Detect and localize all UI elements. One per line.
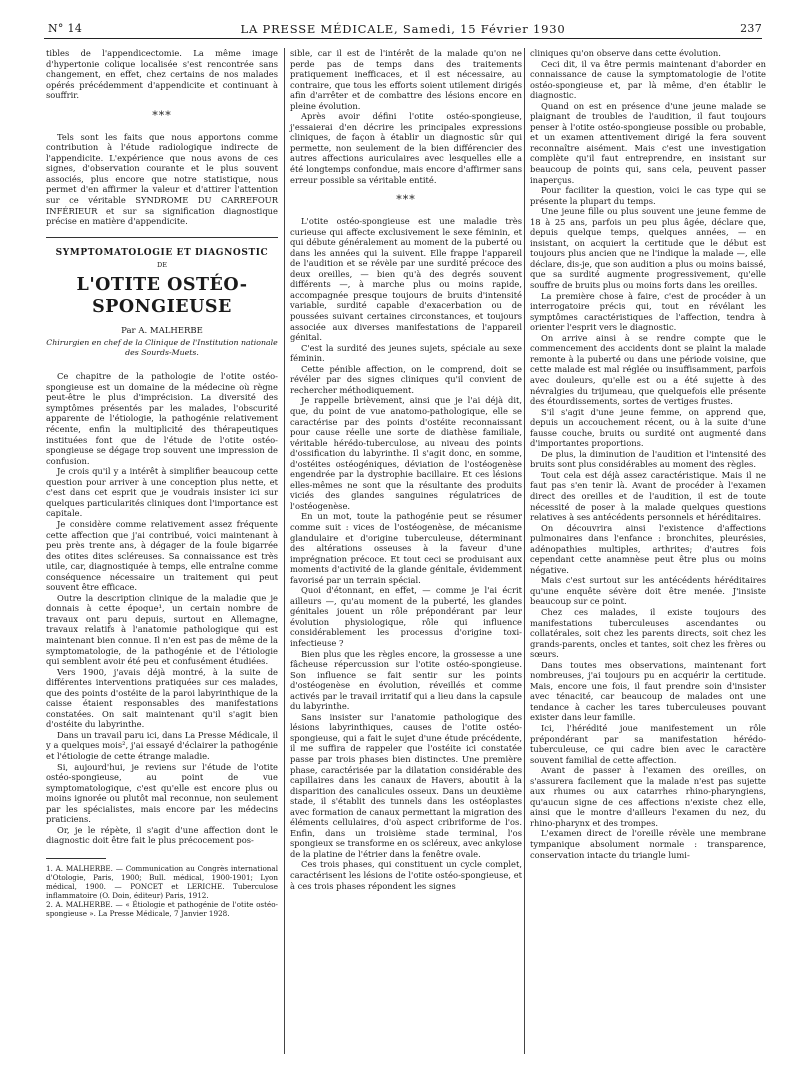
paragraph: Cette pénible affection, on le comprend, doit se révéler par des signes cliniques qu'il convient de rechercher méthodiquement. [290,363,522,395]
paragraph: S'il s'agit d'une jeune femme, on apprend que, depuis un accouchement récent, ou à la suite d'une fausse couche, bruits ou surdité ont augmenté dans d'importantes proportions. [530,406,766,449]
paragraph: Une jeune fille ou plus souvent une jeune femme de 18 à 25 ans, parfois un peu plus âgée, déclare que, depuis quelque temps, quelques années, — en insistant, on acquiert la certitude que le début est toujours plus ancien que ne l'indique la malade —, elle déclare, dis-je, que son audition a plus ou moins baissé, que sa surdité augmente progressivement, qu'elle souffre de bruits plus ou moins forts dans les oreilles. [530,206,766,291]
column-divider-1 [284,48,285,1054]
article-affiliation: Chirurgien en chef de la Clinique de l'Institution nationale des Sourds-Muets. [46,338,278,357]
paragraph: On arrive ainsi à se rendre compte que le commencement des accidents dont se plaint la malade remonte à la puberté ou dans une période voisine, que cette malade est mal réglée ou insuffisamment, parfois avec douleurs, qu'elle est ou a été sujette à des névralgies du trijumeau, que quelquefois elle présente des étourdissements, sortes de vertiges frustes. [530,332,766,407]
article-author: Par A. MALHERBE [121,325,203,336]
paragraph: Ici, l'hérédité joue manifestement un rôle prépondérant par sa manifestation hérédo-tuberculeuse, ce qui cadre bien avec le caractère souvent familial de cette affection. [530,723,766,765]
paragraph: Outre la description clinique de la maladie que je donnais à cette époque¹, un certain nombre de travaux ont paru depuis, surtout en Allemagne, travaux relatifs à l'anatomie pathologique qui est maintenant bien connue. Il n'en est pas de même de la symptomatologie, de la pathogénie et de l'étiologie qui semblent avoir été peu et confusément étudiées. [46,592,278,667]
article-title: L'OTITE OSTÉO-SPONGIEUSE [76,274,248,317]
paragraph: Je rappelle brièvement, ainsi que je l'ai déjà dit, que, du point de vue anatomo-pathologique, elle se caractérise par des points d'ostéite reconnaissant pour cause réelle une sorte de diathèse familiale, véritable hérédo-tuberculose, au niveau des points d'ossification du labyrinthe. Il s'agit donc, en somme, d'ostéites ostéogéniques, déviation de l'ostéogenèse engendrée par la dystrophie bacillaire. Et ces lésions elles-mêmes ne sont que la résultante des produits viciés des glandes sanguines régulatrices de l'ostéogenèse. [290,395,522,511]
paragraph: Si, aujourd'hui, je reviens sur l'étude de l'otite ostéo-spongieuse, au point de vue symptomatologique, c'est qu'elle est encore plus ou moins ignorée ou plutôt mal reconnue, non seulement par les spécialistes, mais encore par les médecins praticiens. [46,761,278,825]
column-1 [46,48,278,918]
journal-title: LA PRESSE MÉDICALE, Samedi, 15 Février 1930 [240,22,566,36]
issue-number: N° 14 [48,22,83,35]
paragraph: Or, je le répète, il s'agit d'une affection dont le diagnostic doit être fait le plus précocement pos- [46,824,278,846]
paragraph: Avant de passer à l'examen des oreilles, on s'assurera facilement que la malade n'est pas sujette aux rhumes ou aux catarrhes rhino-pharyngiens, qu'aucun signe de ces affections n'existe chez elle, ainsi que le montre d'ailleurs l'examen du nez, du rhino-pharynx et des trompes. [530,765,766,828]
footnote: 2. A. MALHERBE. — « Étiologie et pathogénie de l'otite ostéo-spongieuse ». La Presse Médicale, 7 Janvier 1928. [46,899,278,918]
paragraph: Dans un travail paru ici, dans La Presse Médicale, il y a quelques mois², j'ai essayé d'éclairer la pathogénie et l'étiologie de cette étrange maladie. [46,729,278,761]
paragraph: sible, car il est de l'intérêt de la malade qu'on ne perde pas de temps dans des traitements pratiquement inefficaces, et il est nécessaire, au contraire, que tous les efforts soient utilement dirigés afin d'arrêter et de combattre des lésions encore en pleine évolution. [290,48,522,111]
paragraph: Sans insister sur l'anatomie pathologique des lésions labyrinthiques, causes de l'otite ostéo-spongieuse, qui a fait le sujet d'une étude précédente, il me suffira de rappeler que l'ostéite ici constatée passe par trois phases bien distinctes. Une première phase, caractérisée par la dilatation considérable des capillaires dans les canaux de Havers, aboutit à la disparition des canalicules osseux. Dans un deuxième stade, il s'établit des tunnels dans les ostéoplastes avec formation de canaux permettant la migration des éléments cellulaires, d'où aspect cribriforme de l'os. Enfin, dans un troisième stade terminal, l'os spongieux se transforme en os scléreux, avec ankylose de la platine de l'étrier dans la fenêtre ovale. [290,711,522,859]
paragraph: On découvrira ainsi l'existence d'affections pulmonaires dans l'enfance : bronchites, pleurésies, adénopathies multiples, arthrites; d'autres fois cependant cette anamnèse peut être plus ou moins négative. [530,522,766,575]
paragraph: Ceci dit, il va être permis maintenant d'aborder en connaissance de cause la symptomatologie de l'otite ostéo-spongieuse et, par là même, d'en établir le diagnostic. [530,58,766,101]
article-de: DE [157,261,167,270]
paragraph: Chez ces malades, il existe toujours des manifestations tuberculeuses ascendantes ou collatérales, soit chez les parents directs, soit chez les grands-parents, oncles et tantes, soit chez les frères ou sœurs. [530,606,766,660]
paragraph: Dans toutes mes observations, maintenant fort nombreuses, j'ai toujours pu en acquérir la certitude. Mais, encore une fois, il faut prendre soin d'insister avec ténacité, car beaucoup de malades ont une tendance à cacher les tares tuberculeuses pouvant exister dans leur famille. [530,659,766,723]
paragraph: Ce chapitre de la pathologie de l'otite ostéo-spongieuse est un domaine de la médecine où règne peut-être le plus d'imprécision. La diversité des symptômes présentés par les malades, l'obscurité apparente de l'étiologie, la pathogénie relativement récente, enfin la multiplicité des thérapeutiques instituées font que de l'étude de l'otite ostéo-spongieuse se dégage trop souvent une impression de confusion. [46,371,278,466]
paragraph: Mais c'est surtout sur les antécédents héréditaires qu'une enquête sévère doit être menée. J'insiste beaucoup sur ce point. [530,575,766,607]
paragraph: tibles de l'appendicectomie. La même image d'hypertonie colique localisée s'est rencontrée sans changement, en effet, chez certains de nos malades opérés précédemment d'appendicite et continuant à souffrir. [46,48,278,101]
paragraph: La première chose à faire, c'est de procéder à un interrogatoire précis qui, tout en révélant les symptômes caractéristiques de l'affection, tendra à orienter l'esprit vers le diagnostic. [530,290,766,333]
footnote: 1. A. MALHERBE. — Communication au Congrès international d'Otologie, Paris, 1900; Bull. médical, 1900-1901; Lyon médical, 1900. — PONCET et LERICHE. Tuberculose inflammatoire (O. Doin, éditeur) Paris, 1912. [46,863,278,900]
article-separator [46,237,278,238]
asterism: *** [152,108,172,122]
paragraph: Après avoir défini l'otite ostéo-spongieuse, j'essaierai d'en décrire les principales expressions cliniques, de façon à établir un diagnostic sûr qui permette, non seulement de la bien différencier des autres affections auriculaires avec lesquelles elle a été longtemps confondue, mais encore d'affirmer sans erreur possible sa véritable entité. [290,111,522,185]
paragraph: De plus, la diminution de l'audition et l'intensité des bruits sont plus considérables au moment des règles. [530,448,766,470]
header-rule [44,38,762,39]
paragraph: Pour faciliter la question, voici le cas type qui se présente la plupart du temps. [530,185,766,206]
column-3 [530,48,766,860]
paragraph: Quand on est en présence d'une jeune malade se plaignant de troubles de l'audition, il faut toujours penser à l'otite ostéo-spongieuse possible ou probable, et un examen attentivement dirigé la fera souvent reconnaître aisément. Mais c'est une investigation complète qu'il faut entreprendre, en insistant sur beaucoup de points qui, sans cela, peuvent passer inaperçus. [530,100,766,185]
paragraph: cliniques qu'on observe dans cette évolution. [530,48,721,58]
paragraph: Quoi d'étonnant, en effet, — comme je l'ai écrit ailleurs —, qu'au moment de la puberté, les glandes génitales jouent un rôle prépondérant par leur évolution physiologique, rôle qui influence considérablement les processus d'origine toxi-infectieuse ? [290,585,522,648]
paragraph: Vers 1900, j'avais déjà montré, à la suite de différentes interventions pratiquées sur ces malades, que des points d'ostéite de la paroi labyrinthique de la caisse étaient responsables des manifestations constatées. On sait maintenant qu'il s'agit bien d'ostéite du labyrinthe. [46,666,278,730]
column-divider-2 [524,48,525,1054]
paragraph: L'otite ostéo-spongieuse est une maladie très curieuse qui affecte exclusivement le sexe féminin, et qui débute généralement au moment de la puberté ou dans les années qui la suivent. Elle frappe l'appareil de l'audition et se révèle par une surdité précoce des deux oreilles, — bien qu'à des degrés souvent différents —, à marche plus ou moins rapide, accompagnée presque toujours de bruits d'intensité variable, surdité capable d'exacerbation ou de poussées suivant certaines circonstances, et toujours associée aux diverses manifestations de l'appareil génital. [290,216,522,343]
column-2 [290,48,522,891]
footnote-rule [46,858,106,859]
paragraph: Ces trois phases, qui constituent un cycle complet, caractérisent les lésions de l'otite ostéo-spongieuse, et à ces trois phases répondent les signes [290,859,522,891]
paragraph: Tout cela est déjà assez caractéristique. Mais il ne faut pas s'en tenir là. Avant de procéder à l'examen direct des oreilles et de l'audition, il est de toute nécessité de poser à la malade quelques questions relatives à ses antécédents personnels et héréditaires. [530,469,766,523]
asterism: *** [396,193,416,207]
page-number: 237 [740,22,762,35]
paragraph: Bien plus que les règles encore, la grossesse a une fâcheuse répercussion sur l'otite ostéo-spongieuse. Son influence se fait sentir sur les points d'ostéogenèse en évolution, réveillés et comme activés par le travail irritatif qui a lieu dans la capsule du labyrinthe. [290,648,522,712]
paragraph: C'est la surdité des jeunes sujets, spéciale au sexe féminin. [290,342,522,364]
paragraph: Tels sont les faits que nous apportons comme contribution à l'étude radiologique indirecte de l'appendicite. L'expérience que nous avons de ces signes, d'observation courante et le plus souvent associés, plus encore que notre statistique, nous permet d'en affirmer la valeur et d'attirer l'attention sur ce véritable SYNDROME DU CARREFOUR INFÉRIEUR et sur sa signification diagnostique précise en matière d'appendicite. [46,131,278,227]
paragraph: En un mot, toute la pathogénie peut se résumer comme suit : vices de l'ostéogenèse, de mécanisme glandulaire et d'origine tuberculeuse, déterminant des altérations osseuses à la faveur d'une imprégnation précoce. Et tout ceci se produisant aux moments d'activité de la glande génitale, évidemment favorisé par un terrain spécial. [290,511,522,585]
article-super-title: SYMPTOMATOLOGIE ET DIAGNOSTIC [55,247,269,258]
paragraph: Je considère comme relativement assez fréquente cette affection que j'ai contribué, voici maintenant à peu près trente ans, à dégager de la foule bigarrée des otites dites scléreuses. Sa connaissance est très utile, car, diagnostiquée à temps, elle entraîne comme conséquence nécessaire un traitement qui peut souvent être efficace. [46,518,278,593]
page-header [44,20,762,38]
paragraph: L'examen direct de l'oreille révèle une membrane tympanique absolument normale : transparence, conservation intacte du triangle lumi- [530,828,766,860]
paragraph: Je crois qu'il y a intérêt à simplifier beaucoup cette question pour arriver à une conception plus nette, et c'est dans cet esprit que je voudrais insister ici sur quelques particularités cliniques dont l'importance est capitale. [46,466,278,519]
